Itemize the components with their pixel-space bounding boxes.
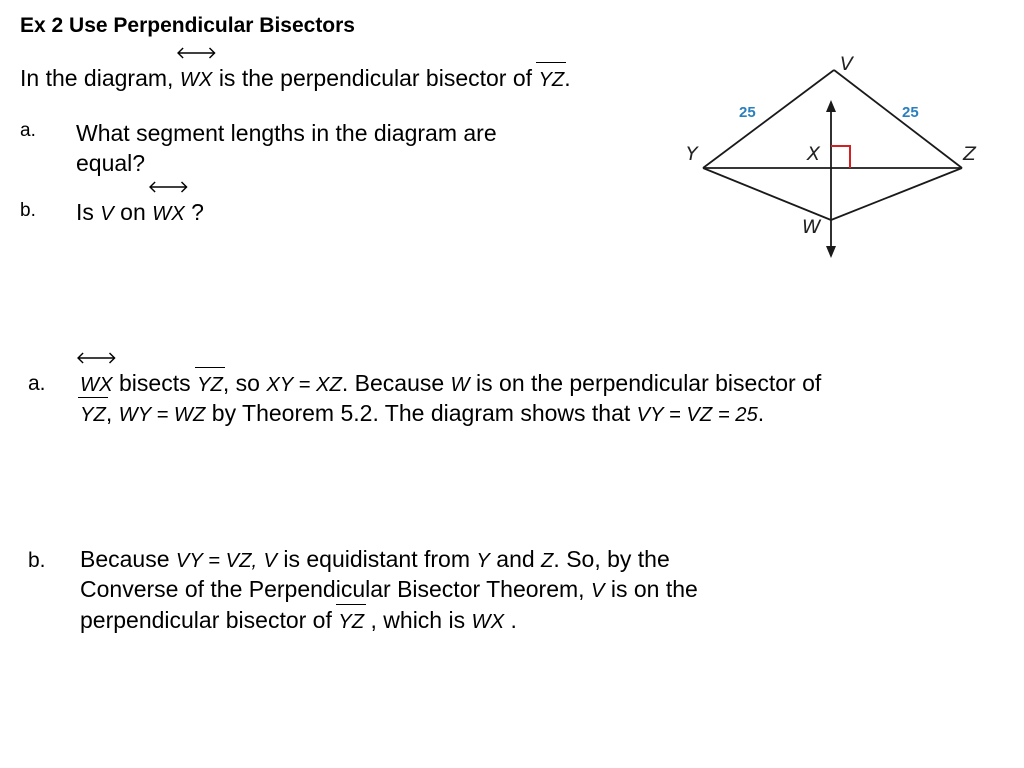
- answer-b-line3: perpendicular bisector of YZ , which is WX .: [80, 605, 517, 637]
- label-v: V: [840, 53, 853, 75]
- equation-wy-wz: WY = WZ: [118, 404, 206, 426]
- equation-vy-vz: VY = VZ = 25: [636, 404, 758, 426]
- length-vz: 25: [902, 104, 919, 121]
- question-a-line1: What segment lengths in the diagram are: [76, 120, 497, 146]
- label-w: W: [802, 216, 821, 238]
- intro-mid: is the perpendicular bisector of: [218, 65, 533, 91]
- double-arrow-icon: [176, 46, 217, 60]
- intro-end: .: [564, 65, 571, 91]
- answer-a-segment-yz: YZ: [197, 370, 223, 400]
- question-a-line2: equal?: [76, 150, 146, 176]
- equation-vy-vz-b: VY = VZ,: [175, 550, 258, 572]
- point-v-b2: V: [590, 580, 605, 602]
- right-angle-mark: [831, 146, 850, 168]
- point-y: Y: [476, 550, 490, 572]
- intro-segment-yz: YZ: [538, 65, 564, 95]
- answer-b-line2: Converse of the Perpendicular Bisector Theorem, V is on the: [80, 576, 698, 602]
- question-a-marker: a.: [20, 120, 36, 141]
- page-title: Ex 2 Use Perpendicular Bisectors: [20, 14, 355, 37]
- kite-diagram: [676, 50, 986, 270]
- point-w: W: [450, 374, 470, 396]
- equation-xy-xz: XY = XZ: [266, 374, 342, 396]
- question-b-text: Is V on WX ?: [76, 197, 204, 229]
- length-vy: 25: [739, 104, 756, 121]
- label-y: Y: [686, 143, 698, 165]
- point-z: Z: [541, 550, 554, 572]
- arrow-down-icon: [826, 246, 836, 258]
- intro-lead: In the diagram,: [20, 65, 174, 91]
- double-arrow-icon: [76, 351, 117, 365]
- intro-statement: [20, 63, 571, 95]
- label-x: X: [807, 143, 821, 165]
- segment-wz: [831, 168, 962, 220]
- answer-a-segment-yz-2: YZ: [80, 400, 106, 430]
- point-v-b1: V: [263, 550, 277, 572]
- double-arrow-icon: [148, 180, 189, 194]
- answer-a-marker: a.: [28, 372, 46, 395]
- question-b-marker: b.: [20, 200, 36, 221]
- answer-b-line1: Because VY = VZ, V is equidistant from Y and Z. So, by the: [80, 546, 670, 572]
- answer-a-ray-wx: WX: [80, 370, 113, 400]
- answer-a-line1: WX bisects YZ, so XY = XZ. Because W is on the perpendicular bisector of: [80, 368, 821, 400]
- arrow-up-icon: [826, 100, 836, 112]
- answer-b-segment-yz: YZ: [338, 607, 364, 637]
- answer-b-ray-wx: WX: [471, 611, 505, 633]
- point-v: V: [100, 203, 114, 225]
- intro-ray-wx: WX: [180, 65, 213, 95]
- answer-a-line2: YZ, WY = WZ by Theorem 5.2. The diagram shows that VY = VZ = 25.: [80, 398, 764, 430]
- segment-vz: [834, 70, 962, 168]
- answer-b-marker: b.: [28, 549, 46, 572]
- segment-wy: [703, 168, 831, 220]
- question-b-ray-wx: WX: [152, 199, 185, 229]
- label-z: Z: [963, 143, 977, 165]
